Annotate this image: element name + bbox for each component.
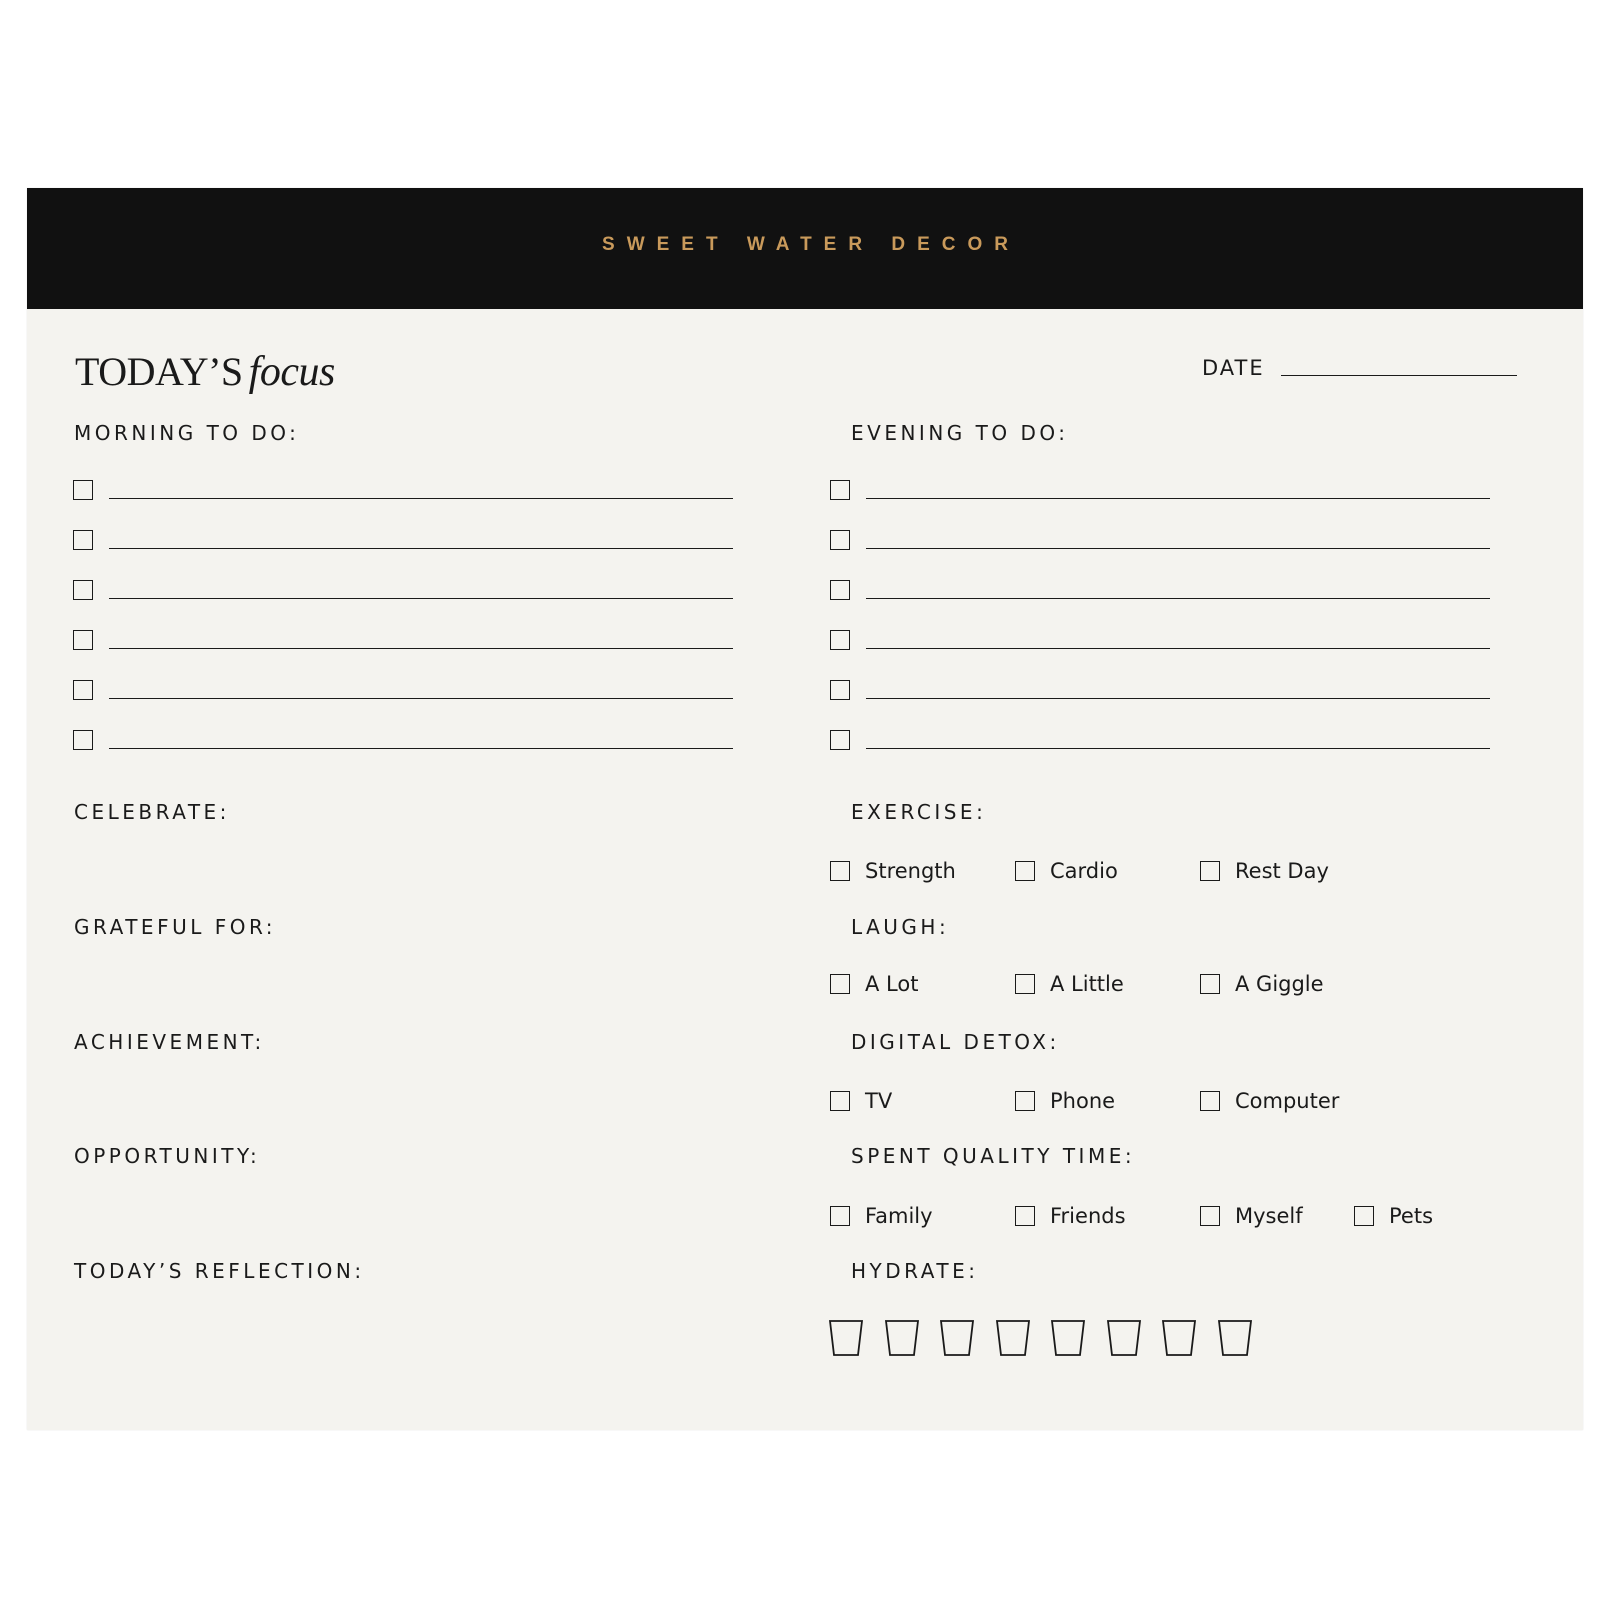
morning-todo-row (73, 528, 733, 552)
quality-time-checkbox[interactable] (1354, 1206, 1374, 1226)
evening-todo-row (830, 578, 1490, 602)
detox-checkbox[interactable] (830, 1091, 850, 1111)
morning-todo-checkbox[interactable] (73, 580, 93, 600)
laugh-option-label: A Giggle (1235, 972, 1324, 996)
opportunity-heading: OPPORTUNITY: (74, 1144, 261, 1168)
evening-todo-line[interactable] (866, 698, 1490, 699)
exercise-option-label: Cardio (1050, 859, 1118, 883)
morning-todo-row (73, 728, 733, 752)
laugh-heading: LAUGH: (851, 915, 950, 939)
water-cup-icon[interactable] (996, 1320, 1030, 1356)
water-cup-icon[interactable] (1162, 1320, 1196, 1356)
page-title (75, 348, 335, 396)
exercise-checkbox[interactable] (1200, 861, 1220, 881)
evening-todo-line[interactable] (866, 548, 1490, 549)
morning-todo-row (73, 628, 733, 652)
evening-todo-checkbox[interactable] (830, 530, 850, 550)
celebrate-heading: CELEBRATE: (74, 800, 230, 824)
evening-todo-checkbox[interactable] (830, 580, 850, 600)
evening-heading: EVENING TO DO: (851, 421, 1069, 445)
hydrate-heading: HYDRATE: (851, 1259, 979, 1283)
morning-todo-checkbox[interactable] (73, 730, 93, 750)
morning-todo-line[interactable] (109, 698, 733, 699)
exercise-option-label: Rest Day (1235, 859, 1329, 883)
evening-todo-row (830, 628, 1490, 652)
planner-sheet (27, 188, 1583, 1430)
evening-todo-row (830, 528, 1490, 552)
water-cup-icon[interactable] (1218, 1320, 1252, 1356)
quality-time-option-label: Friends (1050, 1204, 1126, 1228)
morning-todo-line[interactable] (109, 548, 733, 549)
title-script: focus (248, 349, 335, 395)
water-cup-icon[interactable] (885, 1320, 919, 1356)
morning-todo-checkbox[interactable] (73, 480, 93, 500)
evening-todo-checkbox[interactable] (830, 480, 850, 500)
laugh-option-label: A Little (1050, 972, 1124, 996)
water-cup-icon[interactable] (829, 1320, 863, 1356)
laugh-checkbox[interactable] (830, 974, 850, 994)
date-label: DATE (1202, 356, 1265, 380)
detox-heading: DIGITAL DETOX: (851, 1030, 1060, 1054)
laugh-option-label: A Lot (865, 972, 919, 996)
evening-todo-line[interactable] (866, 598, 1490, 599)
laugh-checkbox[interactable] (1015, 974, 1035, 994)
water-cup-icon[interactable] (1107, 1320, 1141, 1356)
morning-todo-line[interactable] (109, 498, 733, 499)
brand-header (27, 188, 1583, 309)
detox-option-label: TV (865, 1089, 893, 1113)
quality-time-checkbox[interactable] (1015, 1206, 1035, 1226)
exercise-checkbox[interactable] (830, 861, 850, 881)
water-cup-icon[interactable] (1051, 1320, 1085, 1356)
morning-todo-line[interactable] (109, 748, 733, 749)
quality-time-option-label: Family (865, 1204, 933, 1228)
quality-time-option-label: Pets (1389, 1204, 1434, 1228)
quality-time-option-label: Myself (1235, 1204, 1303, 1228)
exercise-option-label: Strength (865, 859, 956, 883)
achievement-heading: ACHIEVEMENT: (74, 1030, 265, 1054)
evening-todo-row (830, 678, 1490, 702)
evening-todo-checkbox[interactable] (830, 730, 850, 750)
title-main: TODAY’S (75, 349, 243, 394)
evening-todo-row (830, 478, 1490, 502)
morning-heading: MORNING TO DO: (74, 421, 300, 445)
morning-todo-line[interactable] (109, 598, 733, 599)
morning-todo-row (73, 678, 733, 702)
reflection-heading: TODAY’S REFLECTION: (74, 1259, 365, 1283)
evening-todo-line[interactable] (866, 498, 1490, 499)
quality-time-checkbox[interactable] (830, 1206, 850, 1226)
evening-todo-row (830, 728, 1490, 752)
quality-time-heading: SPENT QUALITY TIME: (851, 1144, 1136, 1168)
laugh-checkbox[interactable] (1200, 974, 1220, 994)
exercise-checkbox[interactable] (1015, 861, 1035, 881)
morning-todo-line[interactable] (109, 648, 733, 649)
evening-todo-line[interactable] (866, 748, 1490, 749)
morning-todo-row (73, 578, 733, 602)
date-field[interactable] (1281, 375, 1517, 376)
detox-option-label: Computer (1235, 1089, 1340, 1113)
detox-checkbox[interactable] (1200, 1091, 1220, 1111)
morning-todo-checkbox[interactable] (73, 680, 93, 700)
evening-todo-line[interactable] (866, 648, 1490, 649)
evening-todo-checkbox[interactable] (830, 680, 850, 700)
brand-name: SWEET WATER DECOR (602, 234, 1020, 255)
grateful-heading: GRATEFUL FOR: (74, 915, 276, 939)
morning-todo-checkbox[interactable] (73, 630, 93, 650)
morning-todo-row (73, 478, 733, 502)
detox-checkbox[interactable] (1015, 1091, 1035, 1111)
detox-option-label: Phone (1050, 1089, 1116, 1113)
evening-todo-checkbox[interactable] (830, 630, 850, 650)
water-cup-icon[interactable] (940, 1320, 974, 1356)
quality-time-checkbox[interactable] (1200, 1206, 1220, 1226)
exercise-heading: EXERCISE: (851, 800, 987, 824)
morning-todo-checkbox[interactable] (73, 530, 93, 550)
